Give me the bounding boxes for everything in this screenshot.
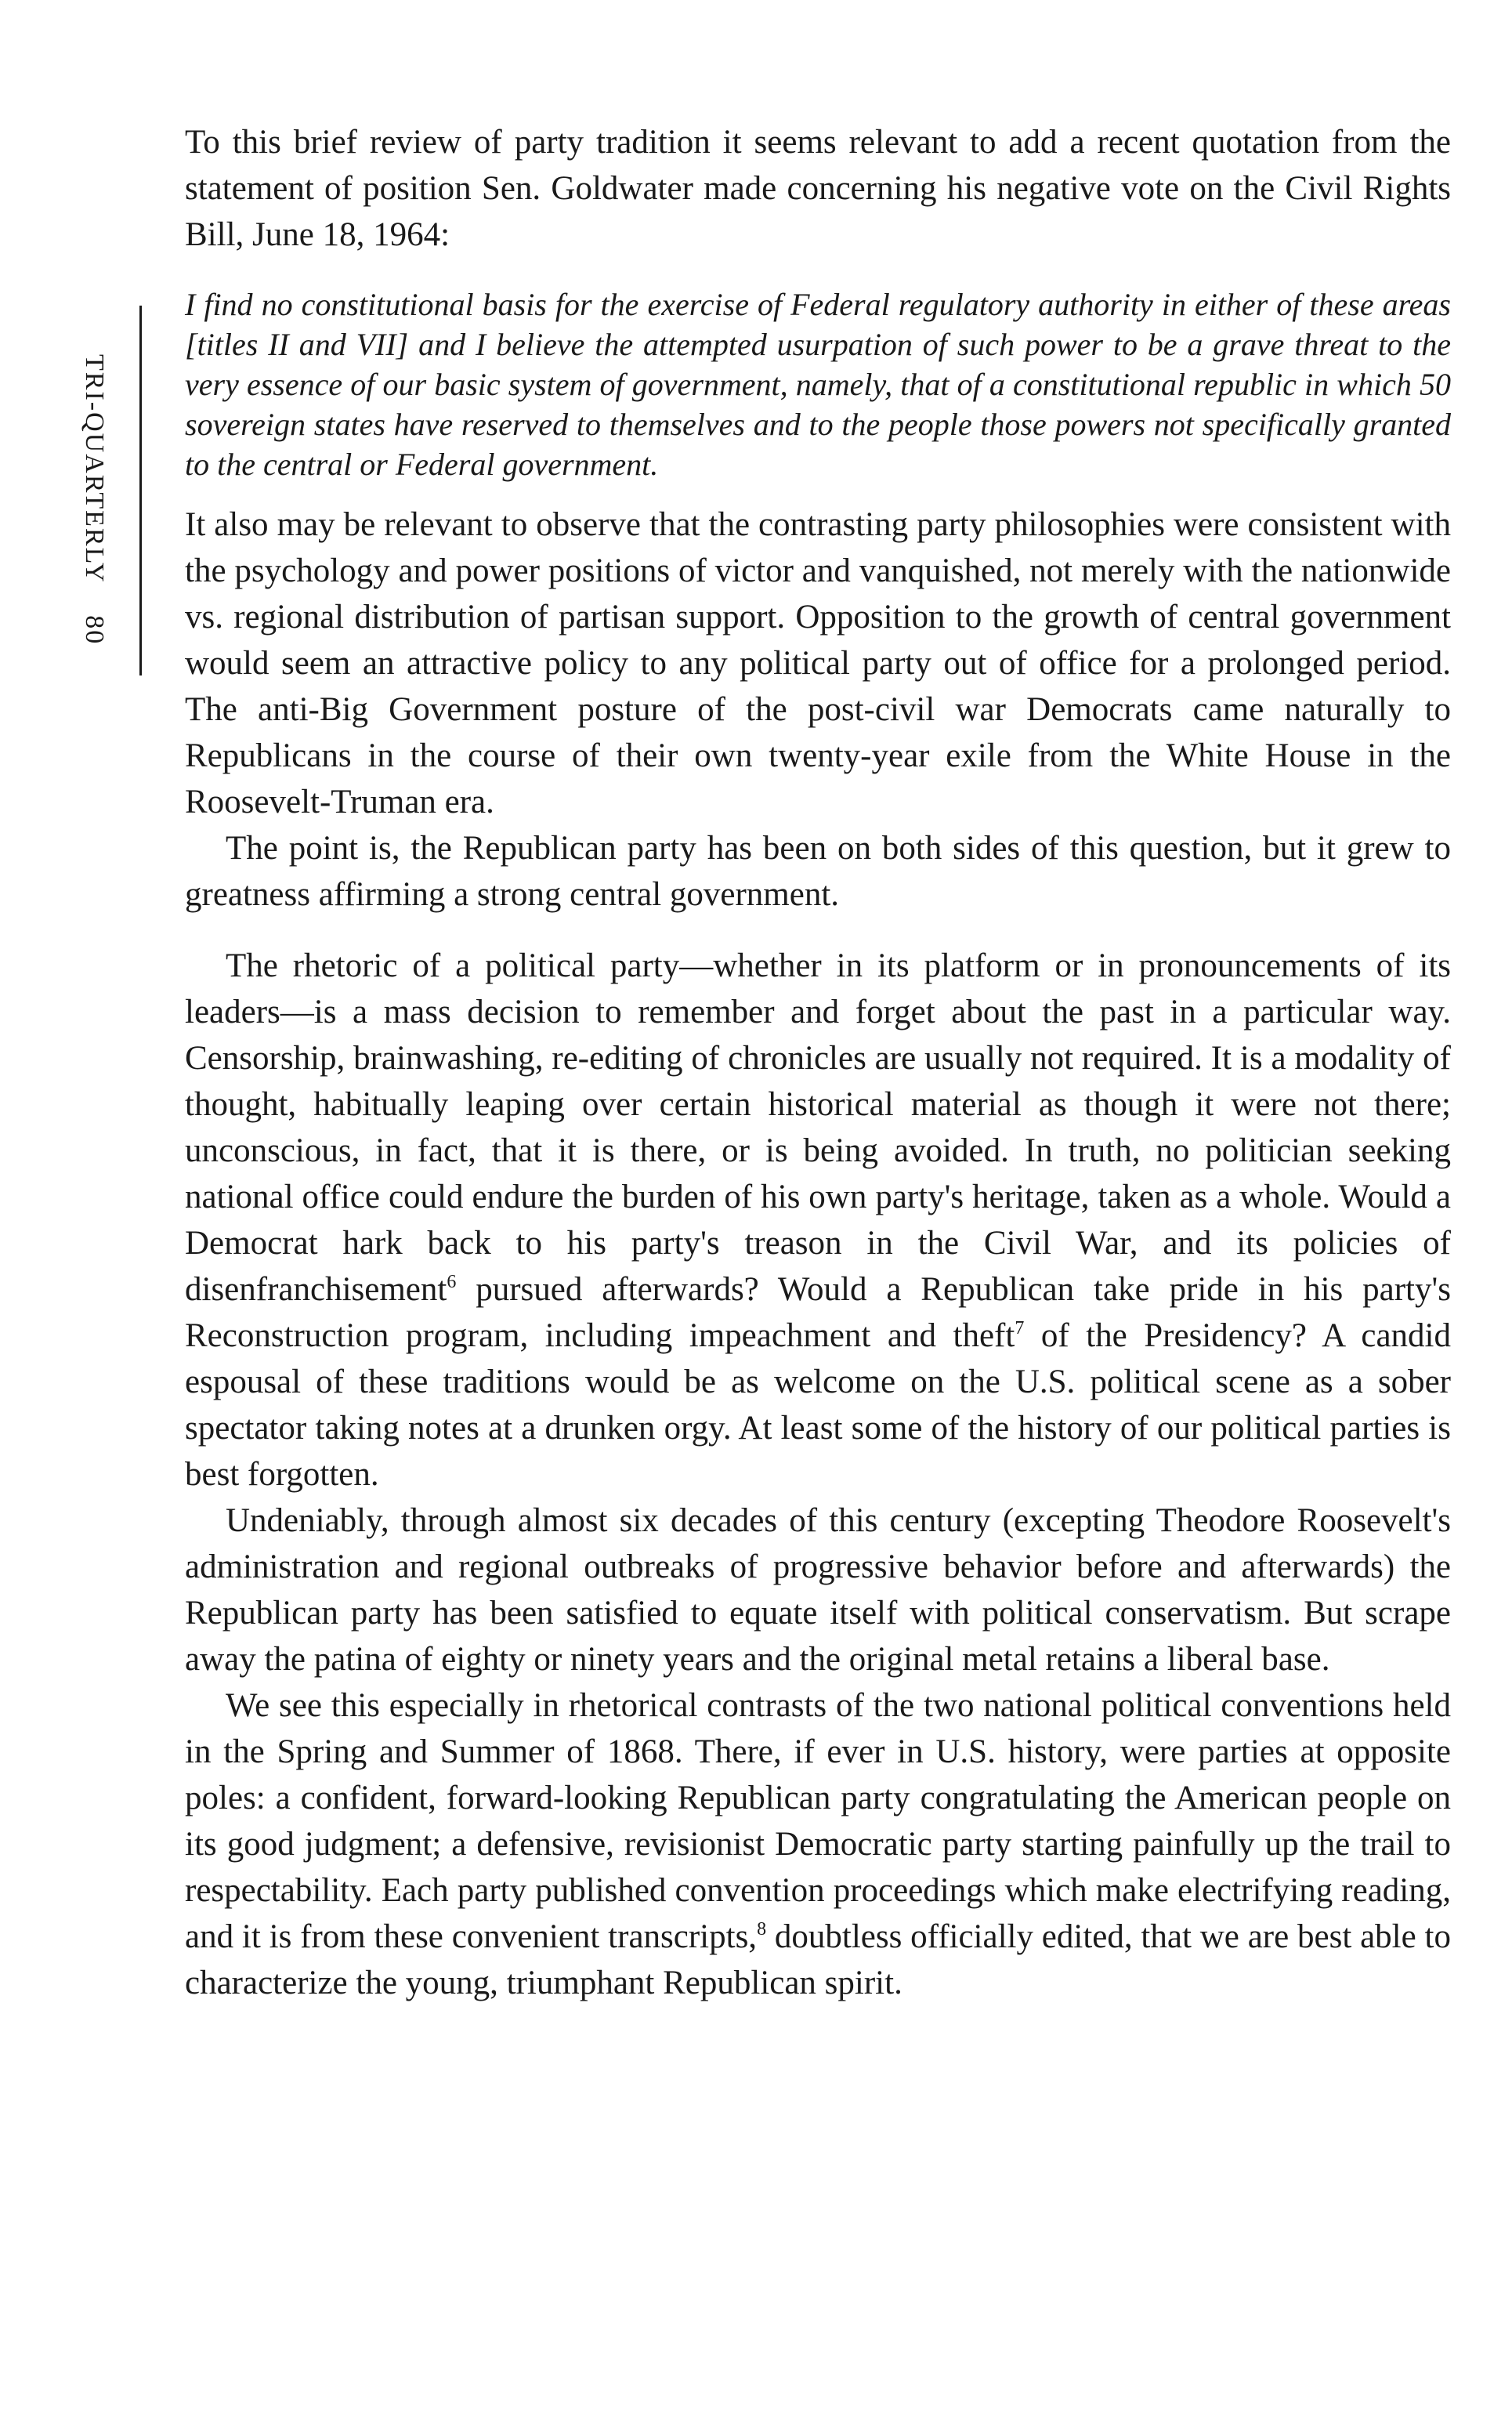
- paragraph-conservatism: Undeniably, through almost six decades of this century (excepting Theodore Roosevelt's administration and regional outbreaks of progressive behavior before and afterwards) the Republican party has been satisfied to equate itself with political conservatism. But scrape away the patina of eighty or ninety years and the original metal retains a liberal base.: [185, 1502, 1451, 1678]
- footnote-ref-7: 7: [1015, 1318, 1025, 1338]
- footnote-ref-6: 6: [447, 1272, 457, 1292]
- journal-name: TRI-QUARTERLY: [80, 354, 109, 583]
- page-number: 80: [80, 615, 109, 646]
- paragraph-rhetoric: The rhetoric of a political party—whether in its platform or in pronouncements of its leaders—is a mass decision to remember and forget about the past in a particular way. Censorship, brainwashing, re-editing of chronicles are usually not required. It is a modality of thought, habitually leaping over certain historical material as though it were not there; unconscious, in fact, that it is there, or is being avoided. In truth, no politician seeking national office could endure the burden of his own party's heritage, taken as a whole. Would a Democrat hark back to his party's treason in the Civil War, and its policies of disenfranchisement$^6$ pursued afterwards? Would a Republican take pride in his party's Reconstruction program, including impeachment and theft$^7$ of the Presidency? A candid espousal of these traditions would be as welcome on the U.S. political scene as a sober spectator taking notes at a drunken orgy. At least some of the history of our political parties is best forgotten.: [185, 947, 1451, 1493]
- paragraph-intro: To this brief review of party tradition it seems relevant to add a recent quotation from the statement of position Sen. Goldwater made concerning his negative vote on the Civil Rights Bill, June 18, 1964:: [185, 124, 1451, 253]
- footnote-ref-8: 8: [757, 1919, 767, 1939]
- paragraph-philosophies: It also may be relevant to observe that the contrasting party philosophies were consistent with the psychology and power positions of victor and vanquished, not merely with the nationwide vs. regional distribution of partisan support. Opposition to the growth of central government would seem an attractive policy to any political party out of office for a prolonged period. The anti-Big Government posture of the post-civil war Democrats came naturally to Republicans in the course of their own twenty-year exile from the White House in the Roosevelt-Truman era.: [185, 506, 1451, 820]
- page-body: [185, 118, 1451, 2006]
- block-quote: I find no constitutional basis for the exercise of Federal regulatory authority in either of these areas [titles II and VII] and I believe the attempted usurpation of such power to be a grave threat to the very essence of our basic system of government, namely, that of a constitutional republic in which 50 sovereign states have reserved to themselves and to the people those powers not specifically granted to the central or Federal government.: [185, 287, 1451, 482]
- margin-rule: [139, 306, 142, 675]
- running-head: [72, 354, 116, 668]
- paragraph-point: The point is, the Republican party has been on both sides of this question, but it grew to greatness affirming a strong central government.: [185, 830, 1451, 913]
- paragraph-conventions: We see this especially in rhetorical contrasts of the two national political conventions held in the Spring and Summer of 1868. There, if ever in U.S. history, were parties at opposite poles: a confident, forward-looking Republican party congratulating the American people on its good judgment; a defensive, revisionist Democratic party starting painfully up the trail to respectability. Each party published convention proceedings which make electrifying reading, and it is from these convenient transcripts,$^8$ doubtless officially edited, that we are best able to characterize the young, triumphant Republican spirit.: [185, 1687, 1451, 2001]
